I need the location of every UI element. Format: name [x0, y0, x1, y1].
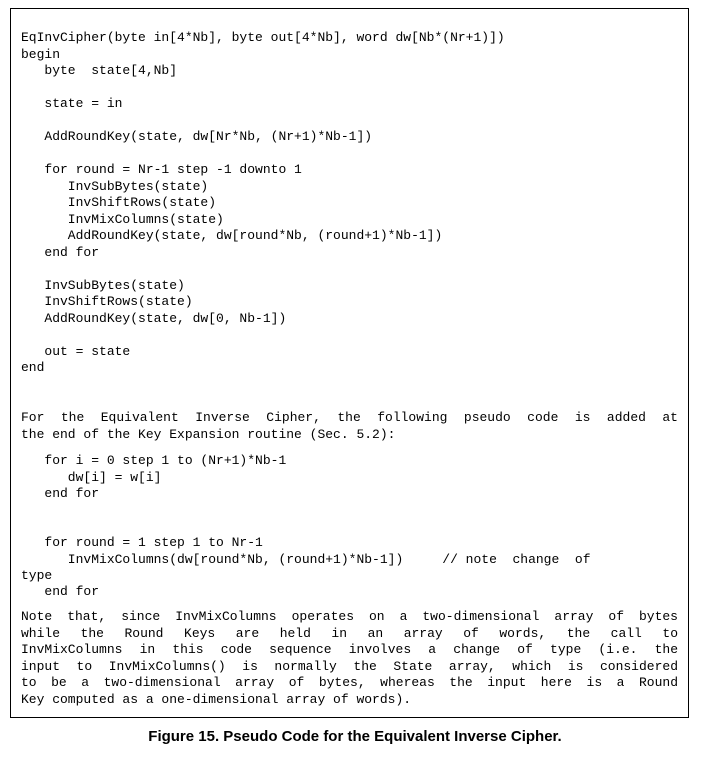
code-line: EqInvCipher(byte in[4*Nb], byte out[4*Nb], word dw[Nb*(Nr+1)]): [21, 30, 505, 45]
code-line: out = state: [21, 343, 131, 359]
code-line: AddRoundKey(state, dw[Nr*Nb, (Nr+1)*Nb-1]): [21, 129, 373, 144]
pseudo-code-mixcolumns-loop: [21, 535, 678, 585]
code-line: dw[i] = w[i]: [21, 469, 162, 485]
code-line: [21, 146, 678, 163]
paragraph-line: while the Round Keys are held in an array of words, the call to: [21, 625, 678, 641]
figure-caption: Figure 15. Pseudo Code for the Equivalent Inverse Cipher.: [148, 728, 562, 745]
code-line: [21, 327, 678, 344]
code-line: byte state[4,Nb]: [21, 63, 178, 78]
code-line: end for: [21, 486, 100, 501]
paragraph-line: input to InvMixColumns() is normally the State array, which is considered: [21, 658, 678, 674]
paragraph-line: Note that, since InvMixColumns operates on a two-dimensional array of bytes: [21, 609, 678, 624]
code-line: for round = 1 step 1 to Nr-1: [21, 535, 263, 550]
code-line: [21, 80, 678, 97]
code-line: end for: [21, 584, 100, 599]
pseudo-code-loop-end: [21, 584, 678, 601]
paragraph-line: For the Equivalent Inverse Cipher, the following pseudo code is added at: [21, 410, 678, 425]
code-line: InvSubBytes(state): [21, 178, 209, 194]
pseudo-code-main: [21, 30, 678, 377]
paragraph-line: Key computed as a one-dimensional array of words).: [21, 691, 412, 707]
paragraph-intro: [21, 410, 678, 443]
paragraph-line: the end of the Key Expansion routine (Sec. 5.2):: [21, 426, 396, 442]
code-line: InvMixColumns(dw[round*Nb, (round+1)*Nb-1]) // note change of: [21, 551, 591, 567]
code-line: InvSubBytes(state): [21, 277, 185, 293]
code-line: state = in: [21, 96, 123, 111]
code-line: begin: [21, 46, 61, 62]
code-line: end for: [21, 244, 100, 260]
code-line: end: [21, 360, 45, 375]
code-line: type: [21, 568, 53, 583]
paragraph-line: to be a two-dimensional array of bytes, whereas the input here is a Round: [21, 675, 678, 690]
code-line: AddRoundKey(state, dw[0, Nb-1]): [21, 310, 287, 326]
code-line: for round = Nr-1 step -1 downto 1: [21, 162, 302, 177]
figure-frame: [10, 8, 689, 718]
code-line: InvShiftRows(state): [21, 294, 193, 309]
pseudo-code-key-copy: [21, 453, 678, 503]
code-line: [21, 261, 678, 278]
paragraph-note: [21, 609, 678, 708]
code-line: [21, 113, 678, 130]
paragraph-line: InvMixColumns in this code sequence involves a change of type (i.e. the: [21, 642, 678, 657]
code-line: AddRoundKey(state, dw[round*Nb, (round+1)*Nb-1]): [21, 228, 443, 243]
code-line: InvShiftRows(state): [21, 195, 217, 210]
code-line: for i = 0 step 1 to (Nr+1)*Nb-1: [21, 453, 287, 468]
code-line: InvMixColumns(state): [21, 211, 224, 227]
